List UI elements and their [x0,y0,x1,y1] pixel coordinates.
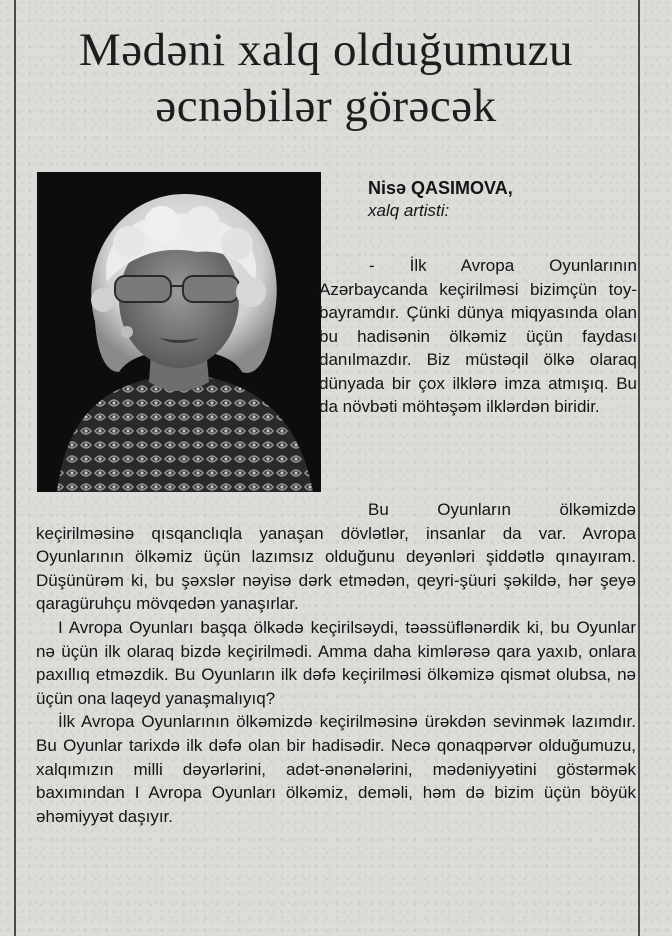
article-headline [20,22,632,134]
paragraph-3: I Avropa Oyunları başqa ölkədə keçirilsəydi, təəssüflənərdik ki, bu Oyunlar nə üçün ilk olaraq bizdə keçirilmədi. Amma daha kimlərəsə qara yaxıb, onlara paxıllıq etməzdik. Bu Oyunların ilk dəfə keçirilməsi ölkəmizə qismət olubsa, nə üçün ona laqeyd yanaşmalıyıq? [36,617,636,708]
article-column-narrow [319,254,637,419]
column-rule-right [638,0,640,936]
author-name: Nisə QASIMOVA, [368,178,513,198]
column-rule-left [14,0,16,936]
paragraph-2: Bu Oyunların ölkəmizdə keçirilməsinə qısqanclıqla yanaşan dövlətlər, insanlar da var. Avropa Oyunlarının ölkəmiz üçün lazımsız olduğunu deyənləri şiddətlə qınayıram. Düşünürəm ki, bu şəxslər nəyisə dərk etmədən, qeyri-şüuri şəkildə, hər şeyə qaragüruhçu mövqedən yanaşırlar. [36,500,636,614]
portrait-photo [37,172,321,492]
portrait-photo-icon [37,172,321,492]
headline-line-2: əcnəbilər görəcək [155,80,497,132]
article-column-wide [36,498,636,828]
byline [368,176,634,222]
author-title: xalq artisti: [368,201,450,220]
paragraph-1: - İlk Avropa Oyunlarının Azərbaycanda keçirilməsi bizimçün toy-bayramdır. Çünki dünya miqyasında olan bu hadisənin ölkəmiz üçün faydası danılmazdır. Biz müstəqil ölkə olaraq dünyada bir çox ilklərə imza atmışıq. Bu da növbəti möhtəşəm ilklərdən biridir. [319,256,637,416]
paragraph-4: İlk Avropa Oyunlarının ölkəmizdə keçirilməsinə ürəkdən sevinmək lazımdır. Bu Oyunlar tarixdə ilk dəfə olan bir hadisədir. Necə qonaqpərvər olduğumuzu, xalqımızın milli dəyərlərini, adət-ənənələrini, mədəniyyətini göstərmək baxımından I Avropa Oyunları ölkəmiz, deməli, həm də bizim üçün böyük əhəmiyyət daşıyır. [36,712,636,826]
headline-line-1: Mədəni xalq olduğumuzu [79,24,573,76]
